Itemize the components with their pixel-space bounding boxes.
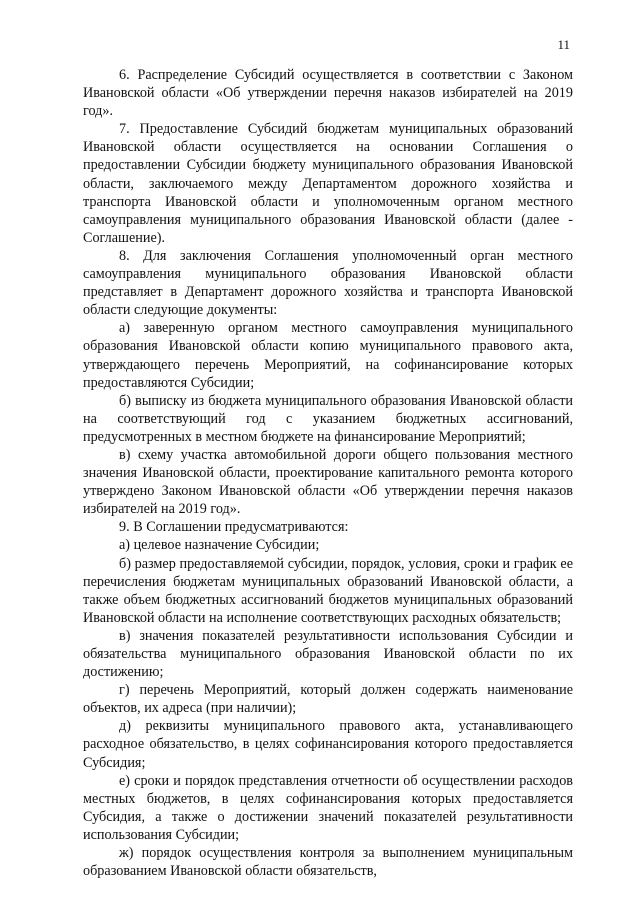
page-number: 11: [557, 37, 570, 52]
paragraph-8-item-a: а) заверенную органом местного самоуправления муниципального образования Ивановской области копию муниципального правового акта, утверждающего перечень Мероприятий, на софинансирование которых предоставляются Субсидии;: [83, 320, 573, 391]
paragraph-6: 6. Распределение Субсидий осуществляется в соответствии с Законом Ивановской области «Об утверждении перечня наказов избирателей на 2019 год».: [83, 67, 573, 120]
paragraph-8-item-v: в) схему участка автомобильной дороги общего пользования местного значения Ивановской области, проектирование капитального ремонта которого утверждено Законом Ивановской области «Об утверждении перечня наказов избирателей на 2019 год».: [83, 446, 573, 518]
paragraph-9-item-e: е) сроки и порядок представления отчетности об осуществлении расходов местных бюджетов, в целях софинансирования которых предоставляется Субсидия, а также о достижении значений показателей результативности использования Субсидии;: [83, 772, 573, 843]
paragraph-9-item-d: д) реквизиты муниципального правового акта, устанавливающего расходное обязательство, в целях софинансирования которого предоставляется Субсидия;: [83, 718, 573, 771]
paragraph-7: 7. Предоставление Субсидий бюджетам муниципальных образований Ивановской области осуществляется на основании Соглашения о предоставлении Субсидии бюджету муниципального образования Ивановской области, заключаемого между Департаментом дорожного хозяйства и транспорта Ивановской области и уполномоченным органом местного самоуправления муниципального образования Ивановской области (далее - Соглашение).: [83, 121, 573, 246]
paragraph-8: 8. Для заключения Соглашения уполномоченный орган местного самоуправления муниципального образования Ивановской области представляет в Департамент дорожного хозяйства и транспорта Ивановской области следующие документы:: [83, 247, 573, 319]
paragraph-8-item-b: б) выписку из бюджета муниципального образования Ивановской области на соответствующий год с указанием бюджетных ассигнований, предусмотренных в местном бюджете на финансирование Мероприятий;: [83, 392, 573, 445]
document-body: [83, 66, 573, 880]
paragraph-9-item-g: г) перечень Мероприятий, который должен содержать наименование объектов, их адреса (при наличии);: [83, 682, 573, 717]
paragraph-9: 9. В Соглашении предусматриваются:: [119, 519, 349, 536]
paragraph-9-item-a: а) целевое назначение Субсидии;: [119, 537, 320, 554]
paragraph-9-item-b: б) размер предоставляемой субсидии, порядок, условия, сроки и график ее перечисления бюджетам муниципальных образований Ивановской области, а также объем бюджетных ассигнований бюджетов муниципальных образований Ивановской области на исполнение соответствующих расходных обязательств;: [83, 555, 573, 626]
paragraph-9-item-v: в) значения показателей результативности использования Субсидии и обязательства муниципального образования Ивановской области по их достижению;: [83, 627, 573, 681]
paragraph-9-item-zh: ж) порядок осуществления контроля за выполнением муниципальным образованием Ивановской области обязательств,: [83, 845, 573, 880]
